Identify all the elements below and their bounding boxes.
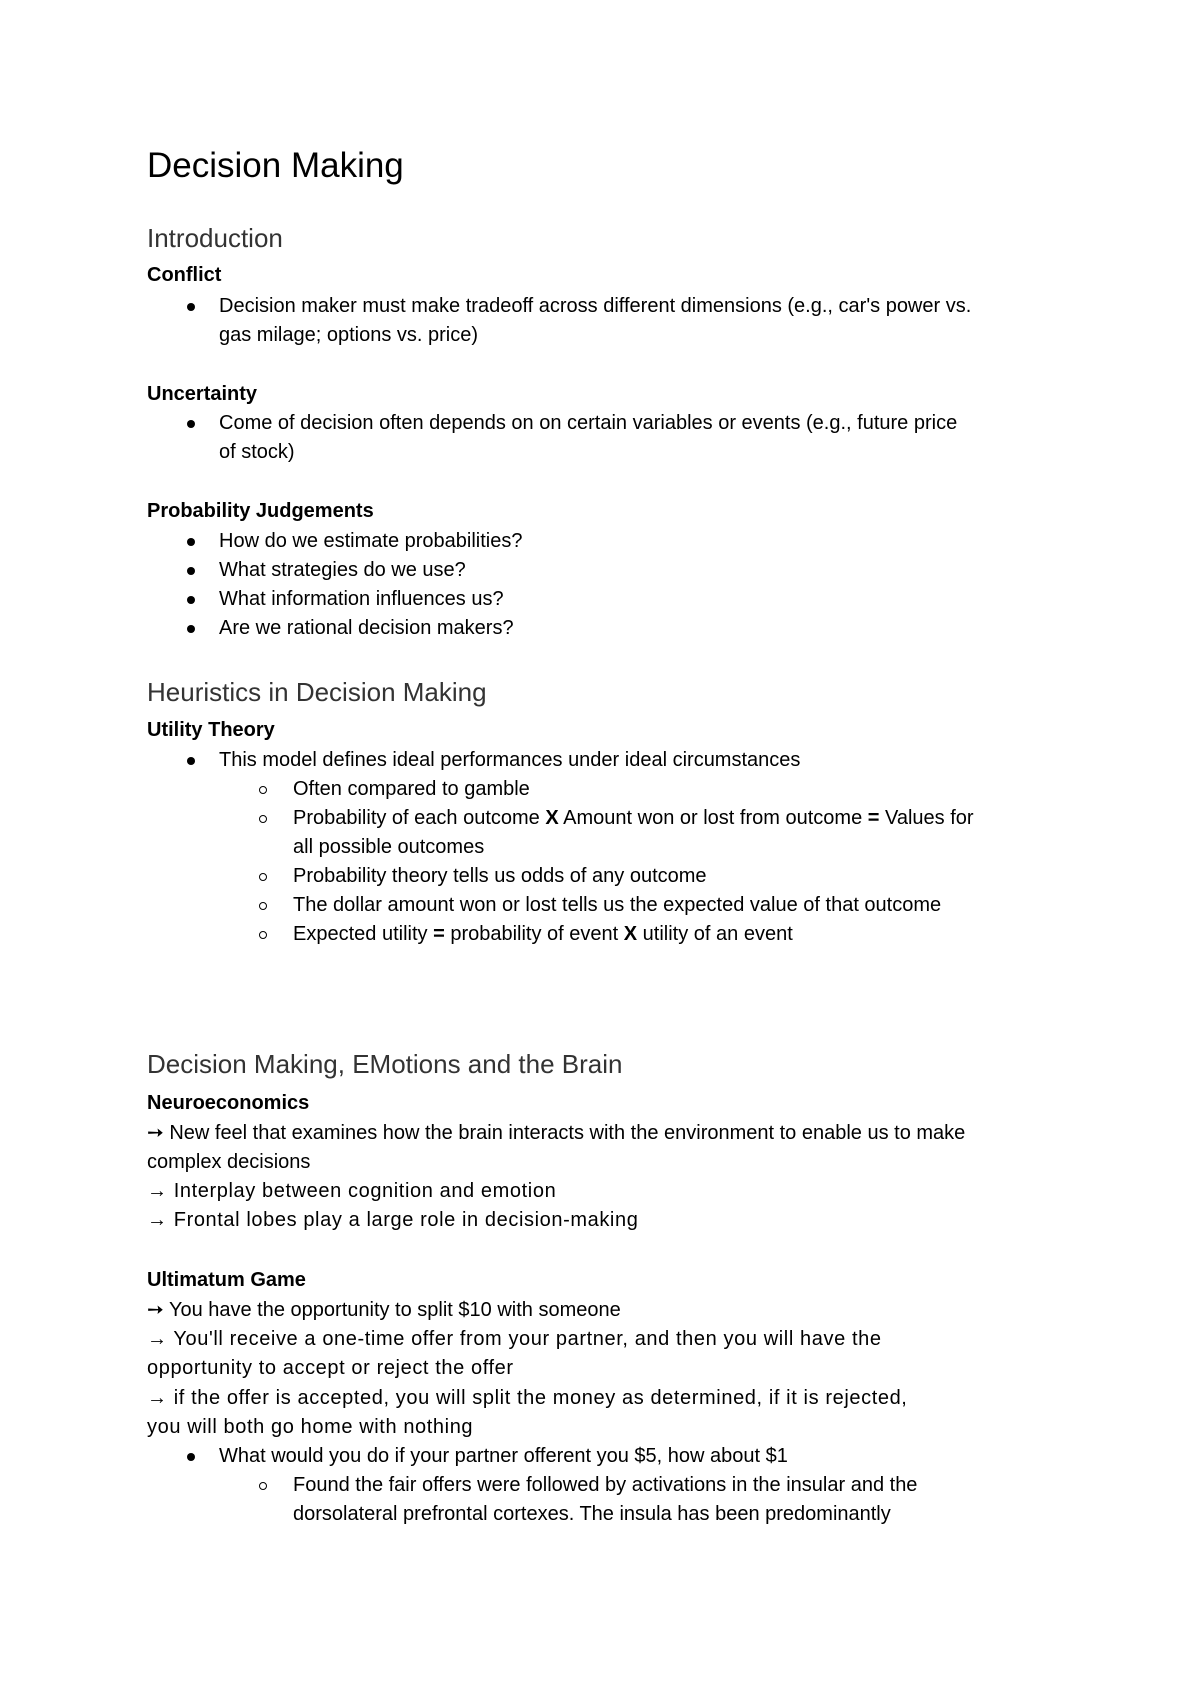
list-item: What information influences us? [219,588,504,610]
list-item: Are we rational decision makers? [219,617,514,639]
ultimatum-line-4: → if the offer is accepted, you will split the money as determined, if it is rejected, [147,1387,908,1409]
bullet-dot [187,420,195,428]
formula-text: probability of event [444,923,624,945]
subheading-utility-theory: Utility Theory [147,719,275,741]
subheading-uncertainty: Uncertainty [147,383,258,405]
list-item: How do we estimate probabilities? [219,530,523,552]
ultimatum-line-5: you will both go home with nothing [147,1416,474,1438]
heading-heuristics: Heuristics in Decision Making [147,677,487,707]
times-symbol: X [545,807,559,829]
formula-text: utility of an event [637,923,793,945]
subheading-ultimatum-game: Ultimatum Game [147,1269,306,1291]
utility-sub-item-continuation: all possible outcomes [293,836,485,858]
utility-sub-item: Probability theory tells us odds of any outcome [293,865,707,887]
utility-sub-item: The dollar amount won or lost tells us the expected value of that outcome [293,894,942,916]
ultimatum-sub-line-1: Found the fair offers were followed by activations in the insular and the [293,1474,918,1496]
neuro-line-4: → Frontal lobes play a large role in decision-making [147,1209,639,1231]
bullet-dot [187,625,195,633]
sub-bullet-circle [259,902,267,910]
bullet-dot [187,567,195,575]
subheading-neuroeconomics: Neuroeconomics [147,1092,310,1114]
conflict-text-line-2: gas milage; options vs. price) [219,324,479,346]
equals-symbol: = [433,923,445,945]
bullet-dot [187,596,195,604]
uncertainty-text-line-1: Come of decision often depends on on certain variables or events (e.g., future price [219,412,958,434]
uncertainty-text-line-2: of stock) [219,441,295,463]
formula-text: Expected utility [293,923,434,945]
sub-bullet-circle [259,1482,267,1490]
utility-sub-item-formula [293,920,793,948]
sub-bullet-circle [259,931,267,939]
document-title: Decision Making [147,146,404,185]
bullet-dot [187,757,195,765]
heading-emotions-brain: Decision Making, EMotions and the Brain [147,1049,623,1079]
ultimatum-line-2: → You'll receive a one-time offer from your partner, and then you will have the [147,1328,882,1350]
neuro-line-3: → Interplay between cognition and emotion [147,1180,557,1202]
utility-text: This model defines ideal performances under ideal circumstances [219,749,801,771]
neuro-line-1: ➙ New feel that examines how the brain interacts with the environment to enable us to make [147,1122,966,1144]
subheading-probability-judgements: Probability Judgements [147,500,374,522]
heading-introduction: Introduction [147,223,283,253]
sub-bullet-circle [259,815,267,823]
list-item: What strategies do we use? [219,559,466,581]
bullet-dot [187,303,195,311]
utility-sub-item: Often compared to gamble [293,778,530,800]
sub-bullet-circle [259,873,267,881]
subheading-conflict: Conflict [147,264,222,286]
utility-sub-item-formula [293,804,974,832]
ultimatum-bullet: What would you do if your partner offerent you $5, how about $1 [219,1445,788,1467]
bullet-dot [187,538,195,546]
sub-bullet-circle [259,786,267,794]
formula-text: Values for [879,807,974,829]
conflict-text-line-1: Decision maker must make tradeoff across different dimensions (e.g., car's power vs. [219,295,972,317]
formula-text: Probability of each outcome [293,807,546,829]
bullet-dot [187,1453,195,1461]
ultimatum-line-3: opportunity to accept or reject the offer [147,1357,514,1379]
equals-symbol: = [867,807,880,829]
neuro-line-2: complex decisions [147,1151,311,1173]
formula-text: Amount won or lost from outcome [558,807,868,829]
ultimatum-line-1: ➙ You have the opportunity to split $10 with someone [147,1299,621,1321]
times-symbol: X [623,923,638,945]
ultimatum-sub-line-2: dorsolateral prefrontal cortexes. The insula has been predominantly [293,1503,891,1525]
